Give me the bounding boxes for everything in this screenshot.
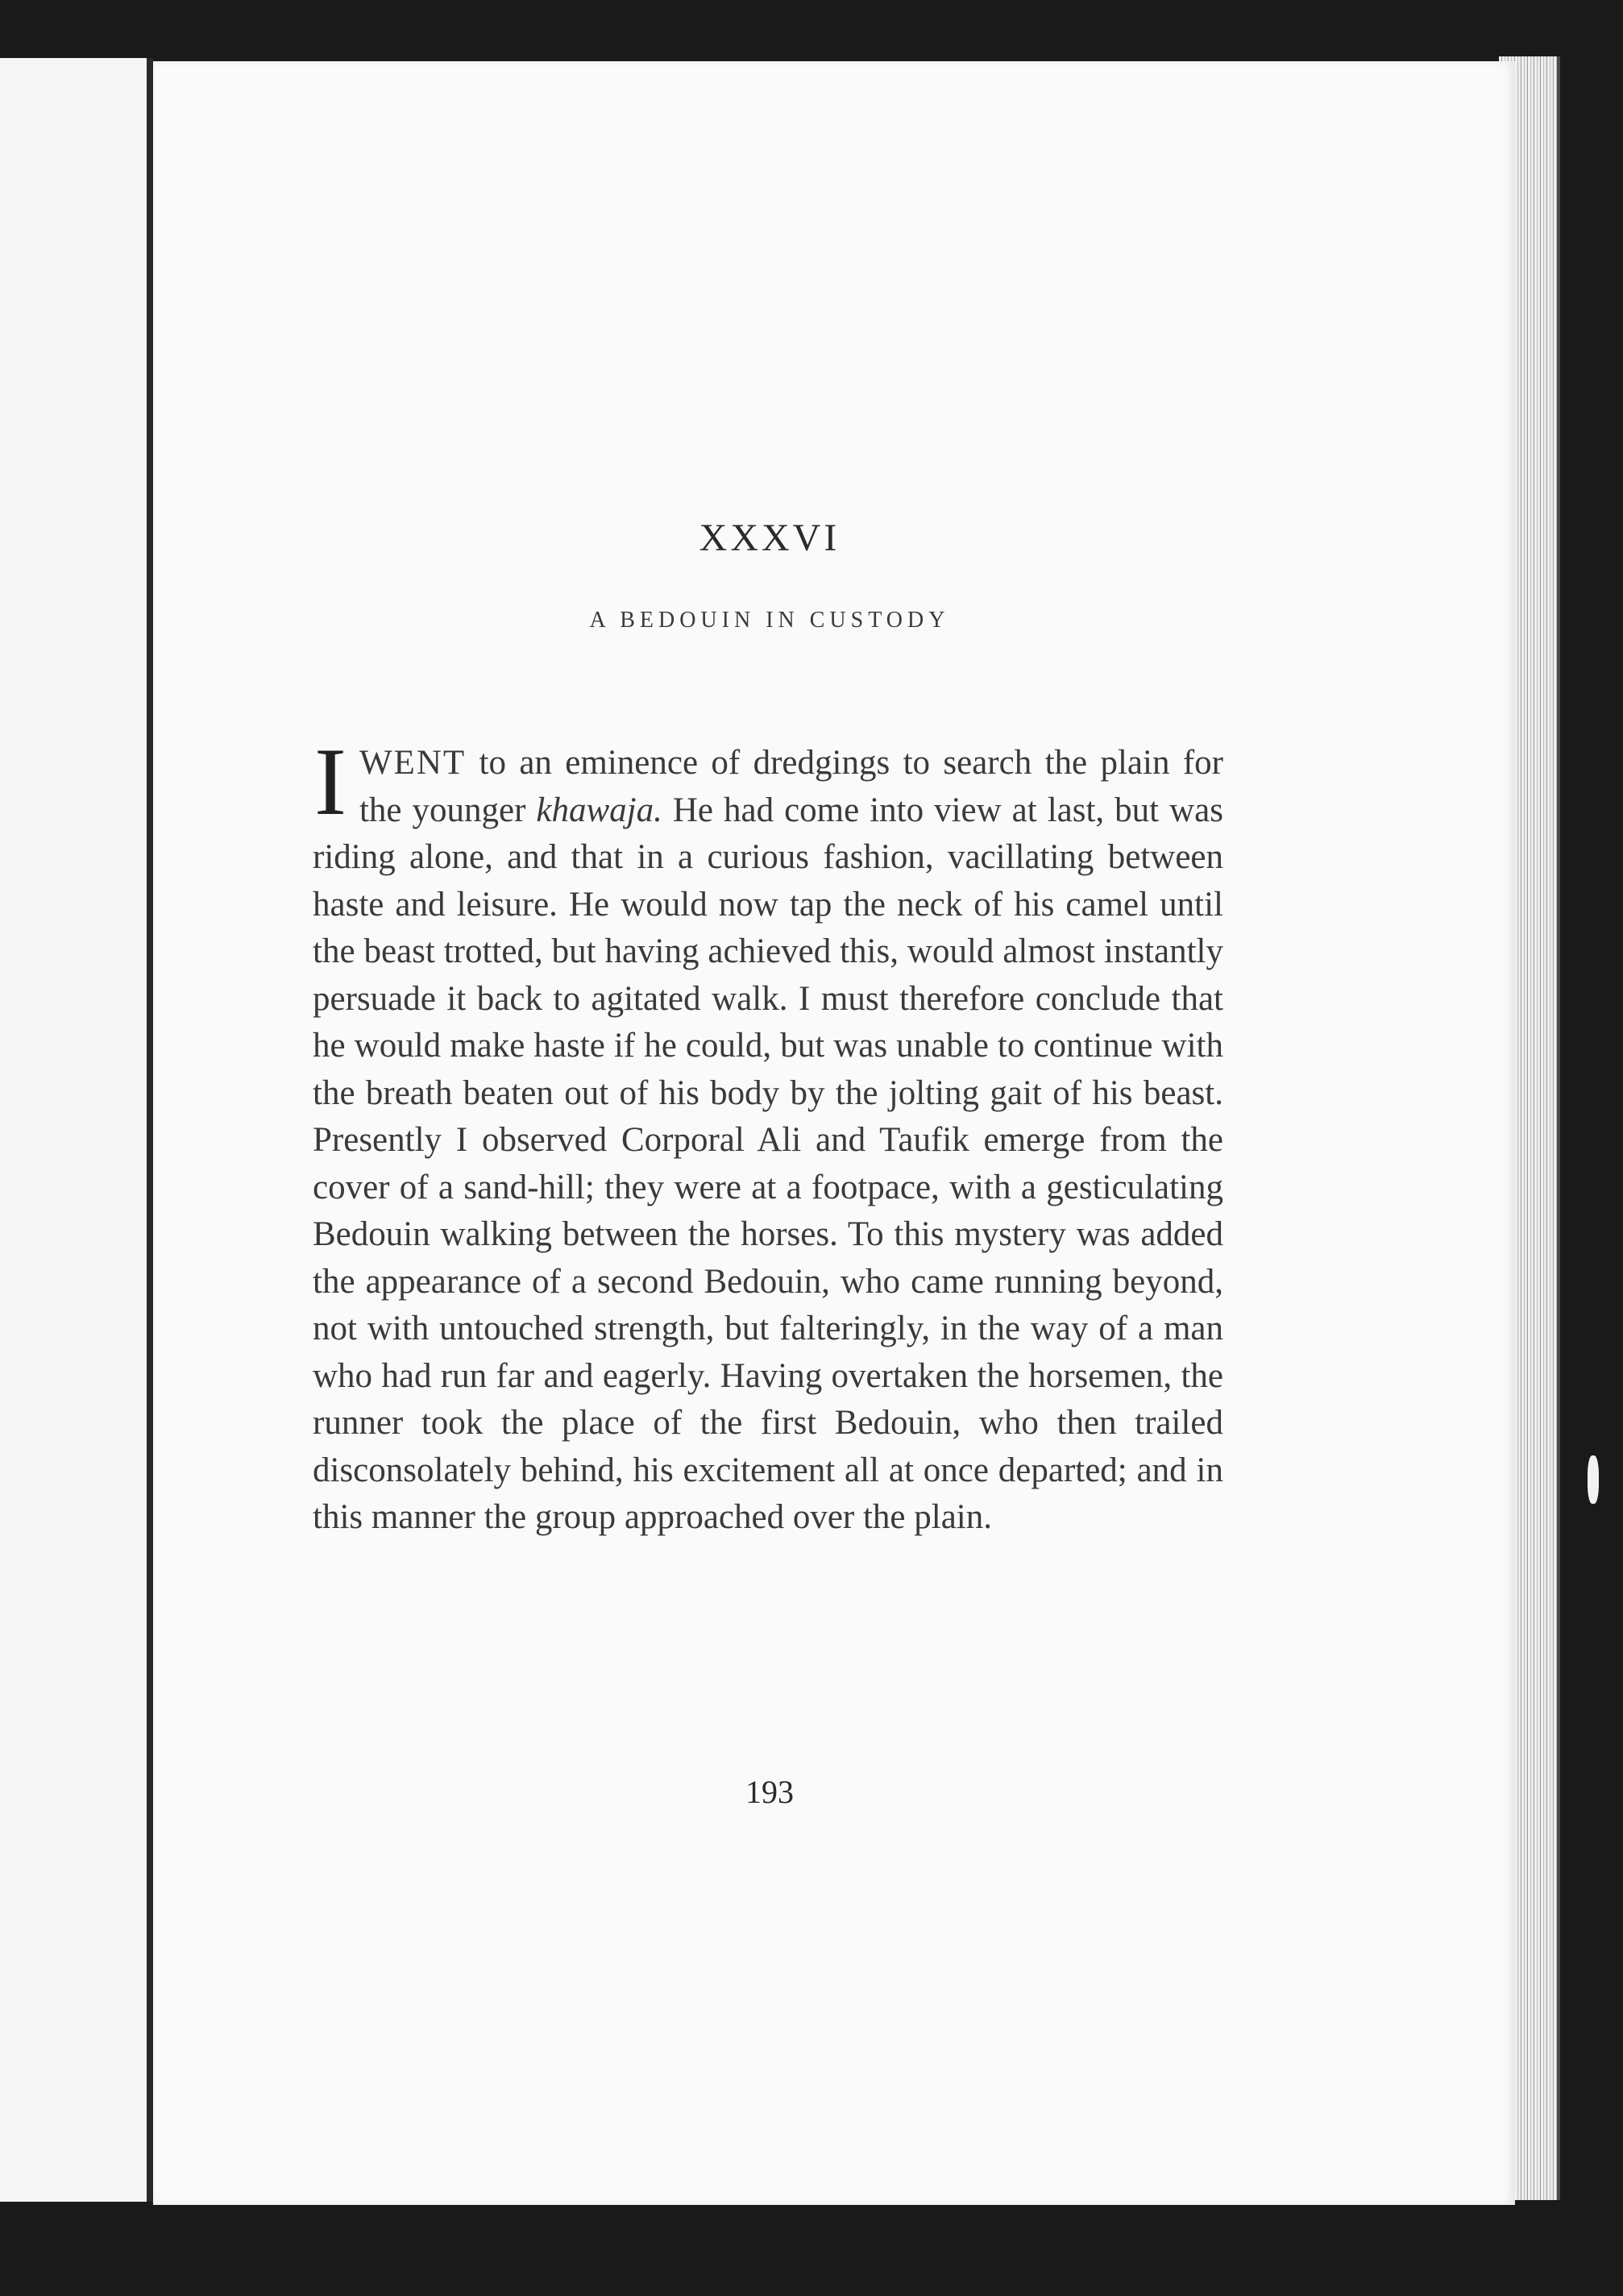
- lead-word: WENT: [359, 744, 467, 782]
- paper-speck: [1588, 1455, 1599, 1504]
- drop-cap: I: [314, 728, 347, 835]
- chapter-title: A BEDOUIN IN CUSTODY: [589, 608, 950, 633]
- chapter-number: XXXVI: [699, 517, 841, 559]
- chapter-body-text: [313, 728, 1223, 1542]
- body-text-part-2: He had come into view at last, but was riding alone, and that in a curious fashion, vacillating between haste and leisure. He would now tap the neck of his camel until the beast trotted, but having achieved this, would almost instantly persuade it back to agitated walk. I must therefore conclude that he would make haste if he could, but was unable to continue with the breath beaten out of his body by the jolting gait of his beast. Presently I observed Corporal Ali and Taufik emerge from the cover of a sand-hill; they were at a footpace, with a gesticulating Bedouin walking between the horses. To this mystery was added the appearance of a second Bedouin, who came running beyond, not with untouched strength, but falteringly, in the way of a man who had run far and eagerly. Having overtaken the horsemen, the runner took the place of the first Bedouin, who then trailed disconsolately behind, his excitement all at once departed; and in this manner the group approached over the plain.: [313, 791, 1223, 1536]
- page-number: 193: [745, 1774, 794, 1810]
- book-gutter: [147, 58, 153, 2202]
- body-text-part-1: to an eminence of dredgings to search the plain for the younger: [359, 744, 1223, 829]
- italic-word: khawaja.: [536, 791, 662, 829]
- facing-page: [0, 58, 152, 2202]
